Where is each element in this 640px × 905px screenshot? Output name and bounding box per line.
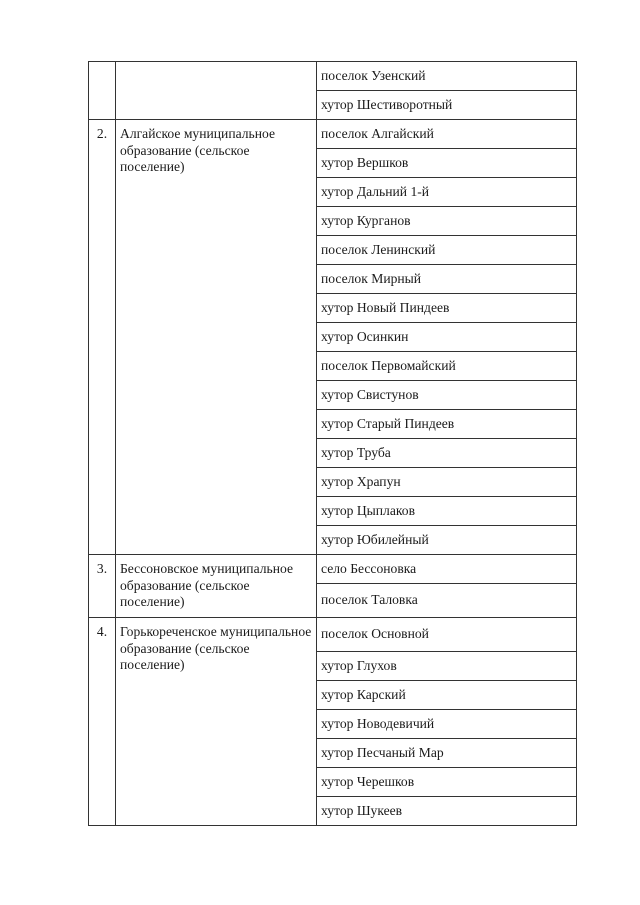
- municipality-name: Горькореченское муниципальное образование (сельское поселение): [116, 618, 317, 826]
- settlement-name: хутор Храпун: [317, 468, 577, 497]
- table-row: [89, 555, 577, 584]
- settlement-name: хутор Карский: [317, 681, 577, 710]
- settlement-name: хутор Песчаный Мар: [317, 739, 577, 768]
- settlement-name: хутор Осинкин: [317, 323, 577, 352]
- settlement-name: поселок Основной: [317, 618, 577, 652]
- table-row: [89, 120, 577, 149]
- settlement-name: хутор Свистунов: [317, 381, 577, 410]
- row-number: [89, 62, 116, 120]
- municipality-name: Алгайское муниципальное образование (сельское поселение): [116, 120, 317, 555]
- settlement-name: хутор Шестиворотный: [317, 91, 577, 120]
- municipality-name: Бессоновское муниципальное образование (сельское поселение): [116, 555, 317, 618]
- settlement-name: хутор Труба: [317, 439, 577, 468]
- settlement-name: поселок Узенский: [317, 62, 577, 91]
- settlement-name: поселок Таловка: [317, 584, 577, 618]
- row-number: 3.: [89, 555, 116, 618]
- settlement-name: хутор Новый Пиндеев: [317, 294, 577, 323]
- settlement-name: поселок Первомайский: [317, 352, 577, 381]
- settlement-name: хутор Юбилейный: [317, 526, 577, 555]
- settlement-name: поселок Ленинский: [317, 236, 577, 265]
- settlement-name: хутор Дальний 1-й: [317, 178, 577, 207]
- settlement-name: село Бессоновка: [317, 555, 577, 584]
- settlement-name: хутор Глухов: [317, 652, 577, 681]
- table-row: [89, 62, 577, 91]
- settlement-name: хутор Вершков: [317, 149, 577, 178]
- settlement-name: поселок Мирный: [317, 265, 577, 294]
- settlement-name: хутор Цыплаков: [317, 497, 577, 526]
- settlement-name: хутор Шукеев: [317, 797, 577, 826]
- settlements-table-body: [89, 62, 577, 826]
- row-number: 4.: [89, 618, 116, 826]
- settlement-name: хутор Старый Пиндеев: [317, 410, 577, 439]
- settlement-name: хутор Курганов: [317, 207, 577, 236]
- row-number: 2.: [89, 120, 116, 555]
- settlement-name: поселок Алгайский: [317, 120, 577, 149]
- settlement-name: хутор Новодевичий: [317, 710, 577, 739]
- municipality-name: [116, 62, 317, 120]
- settlement-name: хутор Черешков: [317, 768, 577, 797]
- table-row: [89, 618, 577, 652]
- settlements-table: [88, 61, 577, 826]
